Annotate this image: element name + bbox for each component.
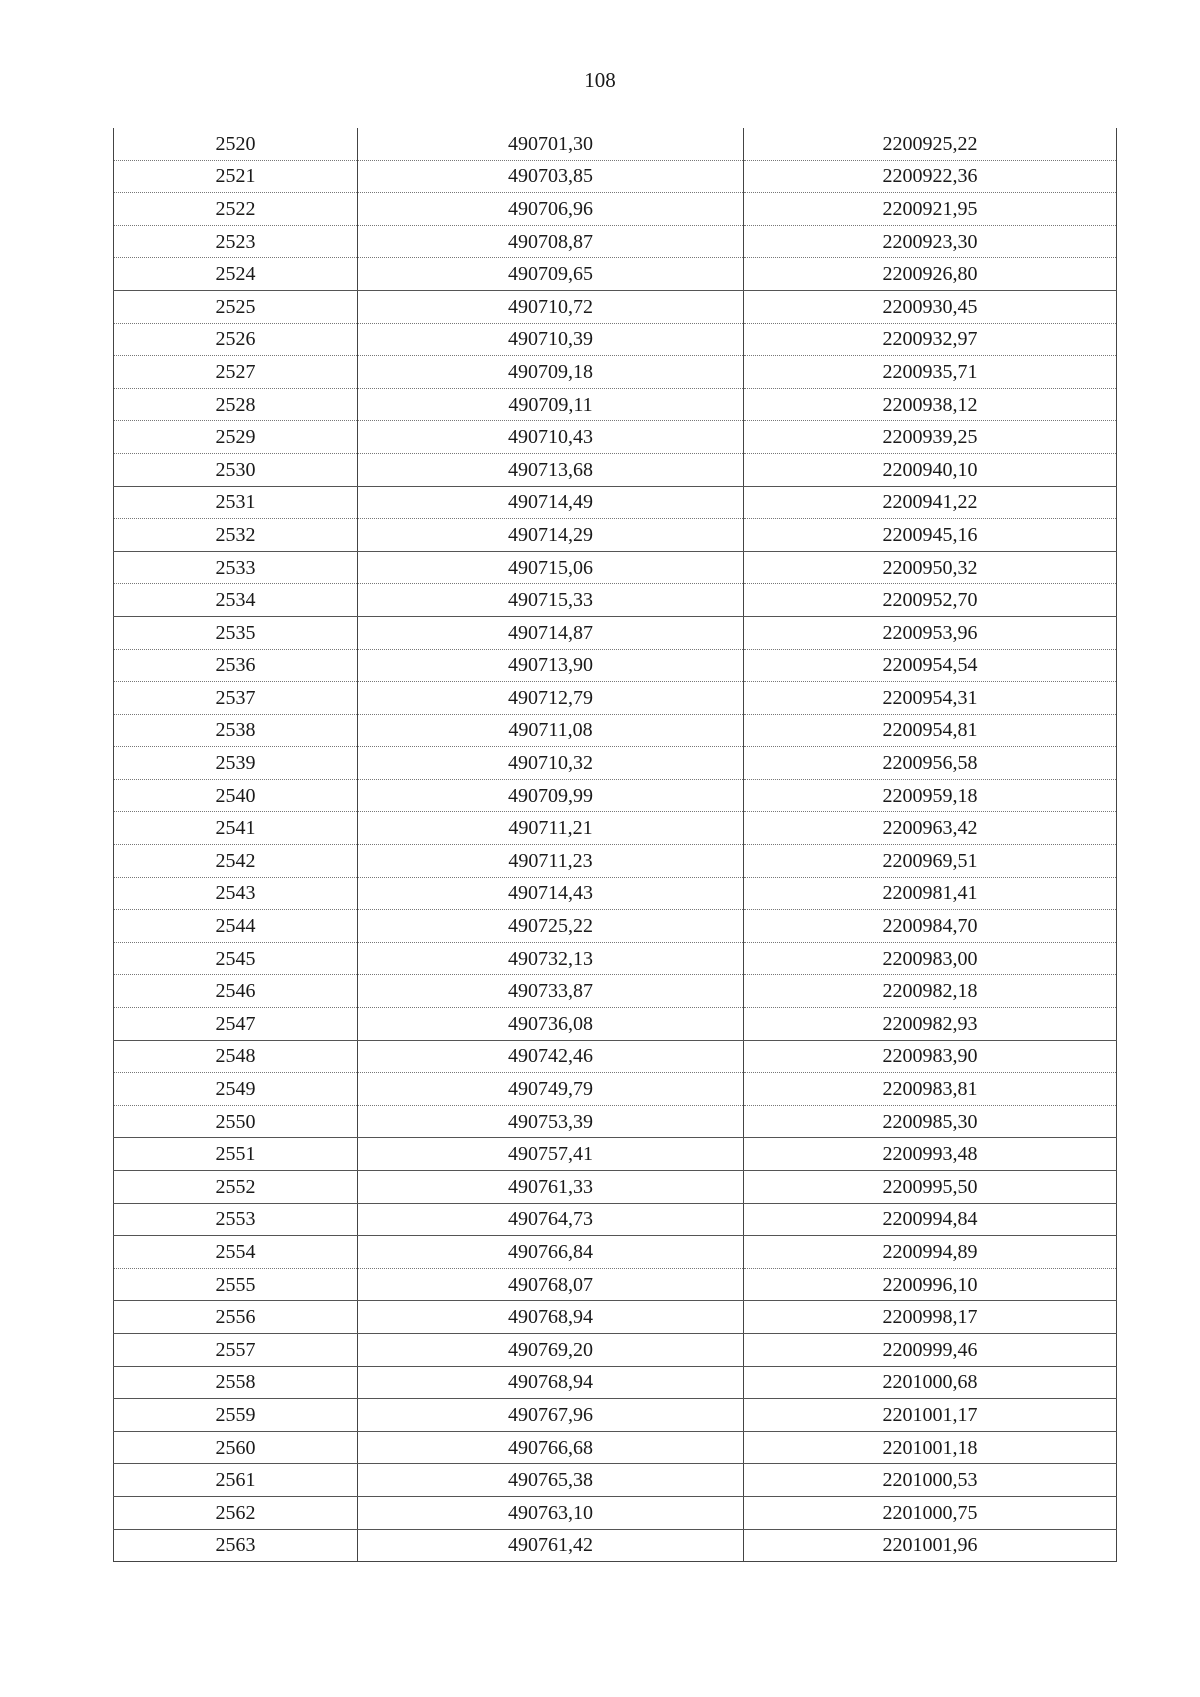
y-coordinate-cell: 2200956,58: [744, 747, 1117, 780]
y-coordinate-cell: 2200983,00: [744, 942, 1117, 975]
table-row: [114, 388, 1117, 421]
table-row: [114, 1366, 1117, 1399]
table-row: [114, 1073, 1117, 1106]
x-coordinate-cell: 490764,73: [358, 1203, 744, 1236]
x-coordinate-cell: 490711,23: [358, 845, 744, 878]
point-number-cell: 2563: [114, 1529, 358, 1562]
y-coordinate-cell: 2200981,41: [744, 877, 1117, 910]
point-number-cell: 2554: [114, 1236, 358, 1269]
y-coordinate-cell: 2200938,12: [744, 388, 1117, 421]
x-coordinate-cell: 490715,06: [358, 551, 744, 584]
point-number-cell: 2543: [114, 877, 358, 910]
point-number-cell: 2560: [114, 1431, 358, 1464]
point-number-cell: 2527: [114, 356, 358, 389]
table-row: [114, 714, 1117, 747]
y-coordinate-cell: 2200939,25: [744, 421, 1117, 454]
x-coordinate-cell: 490761,33: [358, 1171, 744, 1204]
x-coordinate-cell: 490710,32: [358, 747, 744, 780]
table-row: [114, 486, 1117, 519]
point-number-cell: 2553: [114, 1203, 358, 1236]
y-coordinate-cell: 2200932,97: [744, 323, 1117, 356]
table-row: [114, 551, 1117, 584]
x-coordinate-cell: 490736,08: [358, 1008, 744, 1041]
y-coordinate-cell: 2200940,10: [744, 453, 1117, 486]
table-row: [114, 1268, 1117, 1301]
point-number-cell: 2548: [114, 1040, 358, 1073]
y-coordinate-cell: 2200954,31: [744, 682, 1117, 715]
x-coordinate-cell: 490766,84: [358, 1236, 744, 1269]
table-row: [114, 193, 1117, 226]
point-number-cell: 2520: [114, 128, 358, 160]
point-number-cell: 2537: [114, 682, 358, 715]
table-row: [114, 616, 1117, 649]
y-coordinate-cell: 2201001,17: [744, 1399, 1117, 1432]
y-coordinate-cell: 2200926,80: [744, 258, 1117, 291]
x-coordinate-cell: 490715,33: [358, 584, 744, 617]
table-row: [114, 1496, 1117, 1529]
y-coordinate-cell: 2200982,18: [744, 975, 1117, 1008]
point-number-cell: 2549: [114, 1073, 358, 1106]
point-number-cell: 2536: [114, 649, 358, 682]
y-coordinate-cell: 2200923,30: [744, 225, 1117, 258]
table-row: [114, 1301, 1117, 1334]
point-number-cell: 2541: [114, 812, 358, 845]
y-coordinate-cell: 2200922,36: [744, 160, 1117, 193]
table-row: [114, 1236, 1117, 1269]
point-number-cell: 2540: [114, 779, 358, 812]
point-number-cell: 2559: [114, 1399, 358, 1432]
x-coordinate-cell: 490710,43: [358, 421, 744, 454]
y-coordinate-cell: 2201000,68: [744, 1366, 1117, 1399]
x-coordinate-cell: 490763,10: [358, 1496, 744, 1529]
point-number-cell: 2552: [114, 1171, 358, 1204]
table-row: [114, 128, 1117, 160]
table-row: [114, 1138, 1117, 1171]
x-coordinate-cell: 490709,65: [358, 258, 744, 291]
x-coordinate-cell: 490712,79: [358, 682, 744, 715]
x-coordinate-cell: 490742,46: [358, 1040, 744, 1073]
point-number-cell: 2561: [114, 1464, 358, 1497]
x-coordinate-cell: 490761,42: [358, 1529, 744, 1562]
table-row: [114, 1171, 1117, 1204]
y-coordinate-cell: 2201000,75: [744, 1496, 1117, 1529]
x-coordinate-cell: 490706,96: [358, 193, 744, 226]
y-coordinate-cell: 2200950,32: [744, 551, 1117, 584]
point-number-cell: 2522: [114, 193, 358, 226]
point-number-cell: 2556: [114, 1301, 358, 1334]
x-coordinate-cell: 490733,87: [358, 975, 744, 1008]
table-row: [114, 1008, 1117, 1041]
y-coordinate-cell: 2200969,51: [744, 845, 1117, 878]
point-number-cell: 2550: [114, 1105, 358, 1138]
table-row: [114, 812, 1117, 845]
table-row: [114, 1105, 1117, 1138]
point-number-cell: 2525: [114, 290, 358, 323]
table-row: [114, 910, 1117, 943]
y-coordinate-cell: 2200984,70: [744, 910, 1117, 943]
x-coordinate-cell: 490711,08: [358, 714, 744, 747]
x-coordinate-cell: 490768,94: [358, 1301, 744, 1334]
point-number-cell: 2531: [114, 486, 358, 519]
table-row: [114, 421, 1117, 454]
table-row: [114, 877, 1117, 910]
table-row: [114, 1333, 1117, 1366]
x-coordinate-cell: 490725,22: [358, 910, 744, 943]
point-number-cell: 2557: [114, 1333, 358, 1366]
table-row: [114, 160, 1117, 193]
x-coordinate-cell: 490757,41: [358, 1138, 744, 1171]
table-row: [114, 453, 1117, 486]
table-row: [114, 747, 1117, 780]
table-row: [114, 779, 1117, 812]
x-coordinate-cell: 490749,79: [358, 1073, 744, 1106]
x-coordinate-cell: 490766,68: [358, 1431, 744, 1464]
table-row: [114, 1431, 1117, 1464]
table-row: [114, 1399, 1117, 1432]
x-coordinate-cell: 490769,20: [358, 1333, 744, 1366]
point-number-cell: 2562: [114, 1496, 358, 1529]
table-row: [114, 1040, 1117, 1073]
x-coordinate-cell: 490709,99: [358, 779, 744, 812]
y-coordinate-cell: 2201001,96: [744, 1529, 1117, 1562]
point-number-cell: 2538: [114, 714, 358, 747]
table-row: [114, 584, 1117, 617]
y-coordinate-cell: 2200995,50: [744, 1171, 1117, 1204]
y-coordinate-cell: 2200994,89: [744, 1236, 1117, 1269]
point-number-cell: 2526: [114, 323, 358, 356]
table-row: [114, 1529, 1117, 1562]
table-row: [114, 290, 1117, 323]
point-number-cell: 2532: [114, 519, 358, 552]
point-number-cell: 2555: [114, 1268, 358, 1301]
y-coordinate-cell: 2200985,30: [744, 1105, 1117, 1138]
point-number-cell: 2521: [114, 160, 358, 193]
point-number-cell: 2534: [114, 584, 358, 617]
x-coordinate-cell: 490711,21: [358, 812, 744, 845]
point-number-cell: 2528: [114, 388, 358, 421]
table-row: [114, 1203, 1117, 1236]
x-coordinate-cell: 490714,29: [358, 519, 744, 552]
y-coordinate-cell: 2200993,48: [744, 1138, 1117, 1171]
table-row: [114, 225, 1117, 258]
y-coordinate-cell: 2200953,96: [744, 616, 1117, 649]
y-coordinate-cell: 2201001,18: [744, 1431, 1117, 1464]
y-coordinate-cell: 2200954,81: [744, 714, 1117, 747]
x-coordinate-cell: 490714,87: [358, 616, 744, 649]
y-coordinate-cell: 2200954,54: [744, 649, 1117, 682]
table-row: [114, 942, 1117, 975]
y-coordinate-cell: 2200996,10: [744, 1268, 1117, 1301]
y-coordinate-cell: 2200963,42: [744, 812, 1117, 845]
point-number-cell: 2535: [114, 616, 358, 649]
point-number-cell: 2523: [114, 225, 358, 258]
x-coordinate-cell: 490709,18: [358, 356, 744, 389]
point-number-cell: 2542: [114, 845, 358, 878]
x-coordinate-cell: 490768,94: [358, 1366, 744, 1399]
page-number: 108: [584, 68, 616, 92]
table-row: [114, 649, 1117, 682]
point-number-cell: 2544: [114, 910, 358, 943]
table-row: [114, 323, 1117, 356]
point-number-cell: 2558: [114, 1366, 358, 1399]
x-coordinate-cell: 490765,38: [358, 1464, 744, 1497]
x-coordinate-cell: 490703,85: [358, 160, 744, 193]
y-coordinate-cell: 2200945,16: [744, 519, 1117, 552]
coordinates-table: [113, 128, 1117, 1562]
x-coordinate-cell: 490714,49: [358, 486, 744, 519]
point-number-cell: 2551: [114, 1138, 358, 1171]
coordinates-table-body: [114, 128, 1117, 1562]
x-coordinate-cell: 490767,96: [358, 1399, 744, 1432]
y-coordinate-cell: 2200994,84: [744, 1203, 1117, 1236]
y-coordinate-cell: 2200935,71: [744, 356, 1117, 389]
point-number-cell: 2545: [114, 942, 358, 975]
y-coordinate-cell: 2200983,81: [744, 1073, 1117, 1106]
y-coordinate-cell: 2200998,17: [744, 1301, 1117, 1334]
y-coordinate-cell: 2200959,18: [744, 779, 1117, 812]
x-coordinate-cell: 490753,39: [358, 1105, 744, 1138]
table-row: [114, 975, 1117, 1008]
x-coordinate-cell: 490732,13: [358, 942, 744, 975]
y-coordinate-cell: 2200921,95: [744, 193, 1117, 226]
table-row: [114, 845, 1117, 878]
table-row: [114, 1464, 1117, 1497]
x-coordinate-cell: 490709,11: [358, 388, 744, 421]
y-coordinate-cell: 2200952,70: [744, 584, 1117, 617]
point-number-cell: 2524: [114, 258, 358, 291]
x-coordinate-cell: 490710,72: [358, 290, 744, 323]
point-number-cell: 2533: [114, 551, 358, 584]
x-coordinate-cell: 490768,07: [358, 1268, 744, 1301]
y-coordinate-cell: 2200983,90: [744, 1040, 1117, 1073]
x-coordinate-cell: 490708,87: [358, 225, 744, 258]
x-coordinate-cell: 490710,39: [358, 323, 744, 356]
y-coordinate-cell: 2200930,45: [744, 290, 1117, 323]
table-row: [114, 519, 1117, 552]
table-row: [114, 356, 1117, 389]
y-coordinate-cell: 2200999,46: [744, 1333, 1117, 1366]
x-coordinate-cell: 490701,30: [358, 128, 744, 160]
table-row: [114, 682, 1117, 715]
x-coordinate-cell: 490713,68: [358, 453, 744, 486]
y-coordinate-cell: 2201000,53: [744, 1464, 1117, 1497]
y-coordinate-cell: 2200941,22: [744, 486, 1117, 519]
y-coordinate-cell: 2200925,22: [744, 128, 1117, 160]
x-coordinate-cell: 490713,90: [358, 649, 744, 682]
point-number-cell: 2547: [114, 1008, 358, 1041]
point-number-cell: 2530: [114, 453, 358, 486]
point-number-cell: 2529: [114, 421, 358, 454]
x-coordinate-cell: 490714,43: [358, 877, 744, 910]
table-row: [114, 258, 1117, 291]
point-number-cell: 2546: [114, 975, 358, 1008]
point-number-cell: 2539: [114, 747, 358, 780]
y-coordinate-cell: 2200982,93: [744, 1008, 1117, 1041]
